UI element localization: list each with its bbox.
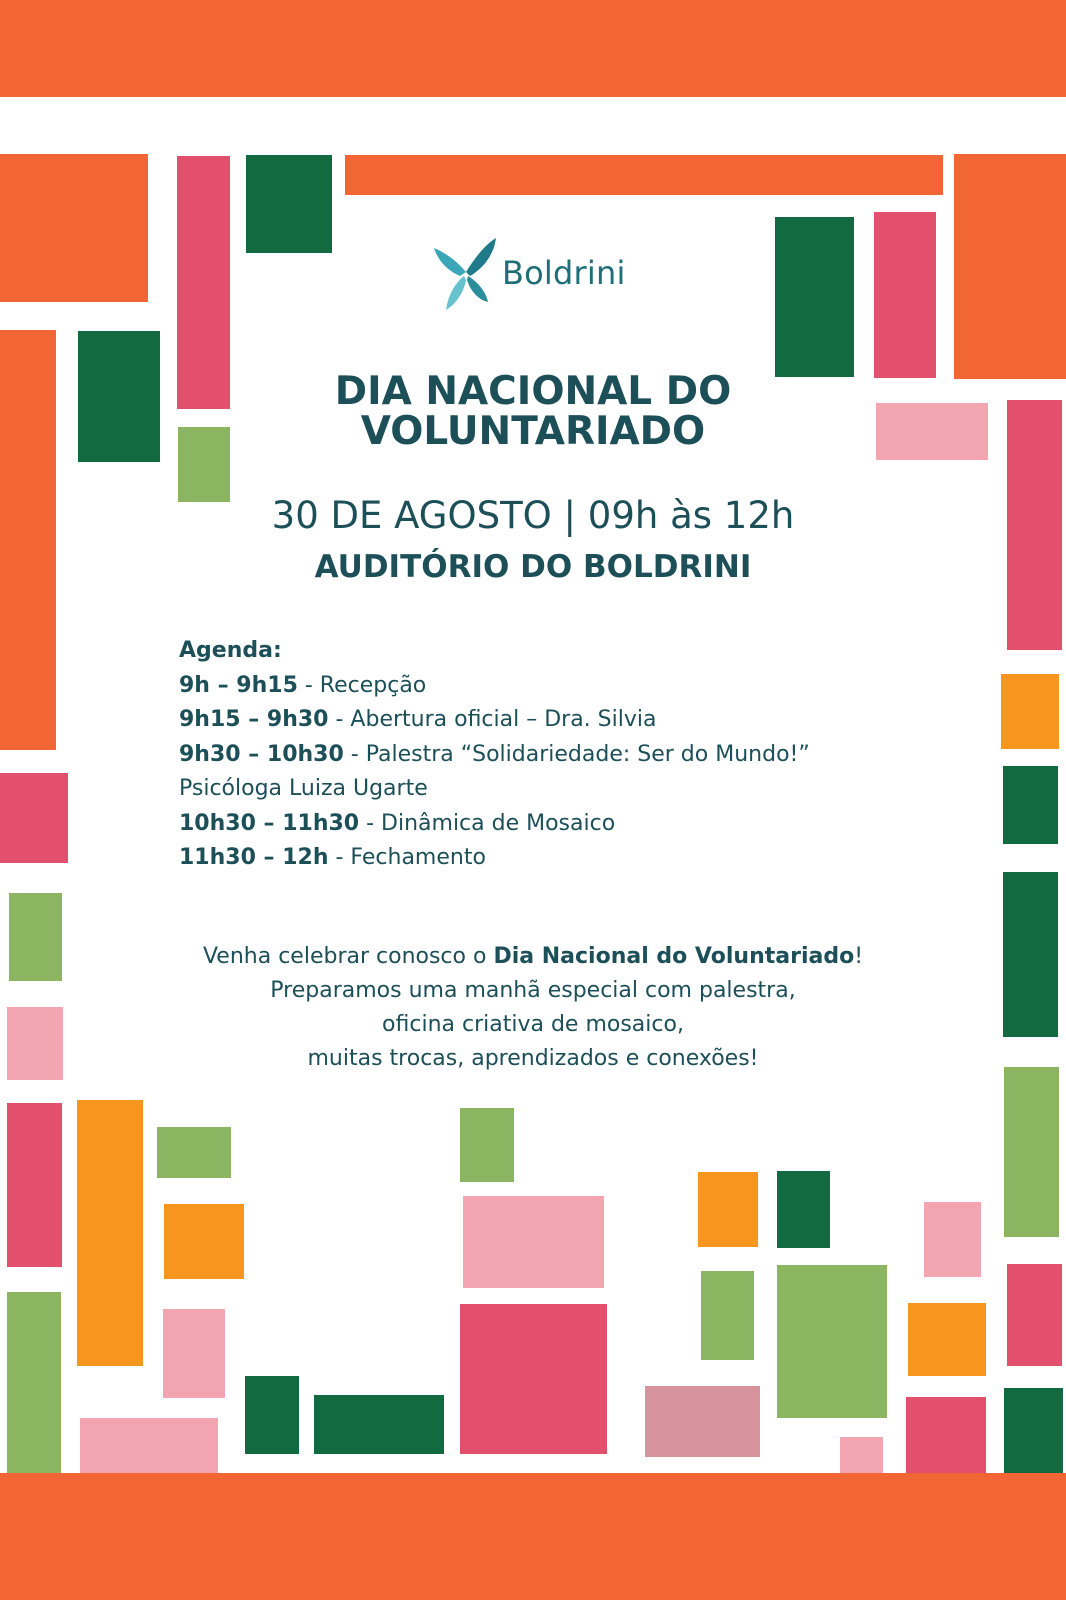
mosaic-tile [777, 1171, 830, 1248]
top-band [0, 0, 1066, 97]
invite-line-3: oficina criativa de mosaico, [382, 1012, 684, 1037]
mosaic-tile [80, 1418, 218, 1473]
mosaic-tile [1004, 1067, 1059, 1237]
mosaic-tile [840, 1437, 883, 1473]
mosaic-tile [906, 1397, 986, 1473]
mosaic-tile [460, 1108, 514, 1182]
mosaic-tile [775, 217, 854, 377]
mosaic-tile [924, 1202, 981, 1277]
mosaic-tile [777, 1265, 887, 1418]
event-date: 30 DE AGOSTO | 09h às 12h [271, 494, 795, 537]
agenda-desc: - Palestra “Solidariedade: Ser do Mundo!” [343, 741, 810, 767]
mosaic-tile [164, 1204, 244, 1279]
logo-text: Boldrini [502, 254, 626, 292]
agenda [179, 634, 810, 876]
invite-line-2: Preparamos uma manhã especial com palestra, [270, 978, 796, 1003]
agenda-time: 9h – 9h15 [179, 672, 298, 698]
mosaic-tile [463, 1196, 604, 1288]
event-venue: AUDITÓRIO DO BOLDRINI [314, 549, 752, 585]
agenda-desc: - Fechamento [328, 845, 486, 870]
mosaic-tile [7, 1292, 61, 1473]
agenda-item [179, 738, 810, 773]
title-line-2: VOLUNTARIADO [360, 409, 706, 454]
invite-line-1: Venha celebrar conosco o Dia Nacional do Voluntariado! [202, 944, 864, 969]
mosaic-tile [0, 154, 148, 302]
mosaic-tile [908, 1303, 986, 1376]
mosaic-tile [345, 155, 943, 195]
mosaic-tile [698, 1172, 758, 1247]
invitation-text [0, 940, 1066, 1076]
agenda-time: 9h30 – 10h30 [179, 741, 344, 767]
mosaic-tile [1007, 1264, 1062, 1366]
mosaic-tile [7, 1103, 62, 1267]
bottom-band [0, 1473, 1066, 1600]
agenda-time: 11h30 – 12h [179, 845, 329, 870]
mosaic-tile [645, 1386, 760, 1457]
mosaic-tile [0, 773, 68, 863]
mosaic-tile [1001, 674, 1059, 749]
title-line-1: DIA NACIONAL DO [334, 369, 732, 414]
mosaic-tile [163, 1309, 225, 1398]
agenda-time: 9h15 – 9h30 [179, 707, 329, 732]
agenda-heading: Agenda: [179, 638, 282, 663]
mosaic-tile [246, 155, 332, 253]
mosaic-tile [701, 1271, 754, 1360]
mosaic-tile [460, 1304, 607, 1454]
agenda-desc: - Recepção [297, 672, 427, 698]
mosaic-tile [954, 154, 1066, 379]
mosaic-tile [1004, 1388, 1063, 1473]
invite-line-4: muitas trocas, aprendizados e conexões! [307, 1046, 759, 1071]
agenda-item [179, 772, 810, 807]
butterfly-icon [432, 230, 498, 316]
mosaic-tile [245, 1376, 299, 1454]
agenda-item [179, 669, 810, 704]
mosaic-tile [157, 1127, 231, 1178]
mosaic-tile [77, 1100, 143, 1366]
event-title [0, 369, 1066, 454]
agenda-item [179, 807, 810, 842]
agenda-item [179, 703, 810, 738]
agenda-desc: Psicóloga Luiza Ugarte [179, 776, 428, 801]
mosaic-tile [1003, 766, 1058, 844]
agenda-desc: - Dinâmica de Mosaico [359, 810, 616, 836]
mosaic-tile [314, 1395, 444, 1454]
mosaic-tile [874, 212, 936, 378]
agenda-time: 10h30 – 11h30 [179, 810, 360, 836]
agenda-desc: - Abertura oficial – Dra. Silvia [328, 707, 657, 732]
boldrini-logo [432, 230, 626, 316]
agenda-item [179, 841, 810, 876]
